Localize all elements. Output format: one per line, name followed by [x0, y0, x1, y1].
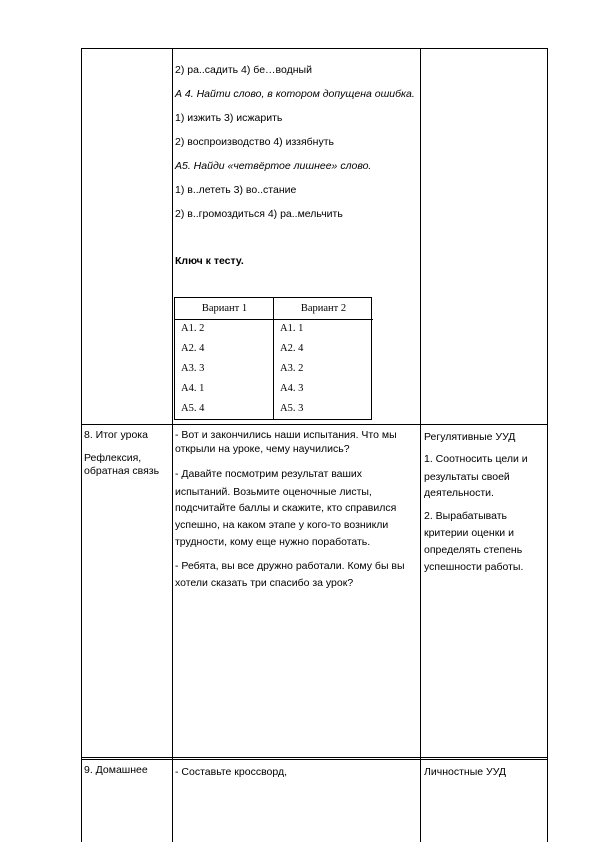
test-line: 2) ра..садить 4) бе…водный	[175, 64, 312, 76]
answer-key-table	[174, 297, 372, 420]
teacher-text: - Вот и закончились наши испытания. Что мы	[175, 429, 397, 441]
row-divider	[81, 759, 548, 760]
table-border-top	[81, 48, 548, 49]
key-cell: А2. 4	[181, 343, 205, 354]
uud-text: 1. Соотносить цели и	[424, 453, 528, 465]
key-header-variant1: Вариант 1	[175, 298, 274, 320]
teacher-text: - Составьте кроссворд,	[175, 766, 288, 778]
key-cell: А3. 3	[181, 363, 205, 374]
stage-title: 9. Домашнее	[84, 764, 148, 776]
key-cell: А4. 1	[181, 383, 205, 394]
row-divider	[81, 757, 548, 758]
key-cell: А1. 2	[181, 323, 205, 334]
stage-subtitle: Рефлексия,	[84, 452, 142, 464]
row-divider	[81, 424, 548, 425]
test-line: 1) изжить 3) исжарить	[175, 112, 283, 124]
teacher-text: - Давайте посмотрим результат ваших	[175, 468, 363, 480]
test-line: 2) в..громоздиться 4) ра..мельчить	[175, 208, 343, 220]
key-header-variant2: Вариант 2	[274, 298, 373, 320]
teacher-text: подсчитайте баллы и скажите, кто справился	[175, 502, 397, 514]
key-title: Ключ к тесту.	[175, 255, 244, 267]
key-cell: А3. 2	[280, 363, 304, 374]
teacher-text: - Ребята, вы все дружно работали. Кому бы вы	[175, 560, 405, 572]
uud-heading: Регулятивные УУД	[424, 431, 516, 443]
uud-text: 2. Вырабатывать	[424, 510, 507, 522]
table-border-col3	[420, 48, 421, 842]
stage-subtitle: обратная связь	[84, 465, 160, 477]
teacher-text: испытаний. Возьмите оценочные листы,	[175, 486, 372, 498]
teacher-text: открыли на уроке, чему научились?	[175, 443, 350, 455]
uud-heading: Личностные УУД	[424, 766, 507, 778]
uud-text: деятельности.	[424, 487, 494, 499]
test-line: 2) воспроизводство 4) иззябнуть	[175, 136, 334, 148]
uud-text: определять степень	[424, 544, 523, 556]
test-question: А 4. Найти слово, в котором допущена ошибка.	[175, 88, 415, 100]
uud-text: критерии оценки и	[424, 527, 514, 539]
teacher-text: трудности, кому еще нужно поработать.	[175, 536, 371, 548]
key-column-divider	[273, 298, 274, 419]
test-line: 1) в..лететь 3) во..стание	[175, 184, 297, 196]
table-border-right	[547, 48, 548, 842]
test-question: А5. Найди «четвёртое лишнее» слово.	[175, 160, 372, 172]
stage-title: 8. Итог урока	[84, 429, 148, 441]
key-cell: А2. 4	[280, 343, 304, 354]
table-border-left	[81, 48, 82, 842]
uud-text: результаты своей	[424, 471, 510, 483]
teacher-text: успешно, на каком этапе у кого-то возникли	[175, 519, 389, 531]
key-cell: А5. 4	[181, 403, 205, 414]
teacher-text: хотели сказать три спасибо за урок?	[175, 577, 354, 589]
key-cell: А1. 1	[280, 323, 304, 334]
uud-text: успешности работы.	[424, 561, 524, 573]
key-cell: А4. 3	[280, 383, 304, 394]
table-border-col2	[172, 48, 173, 842]
key-cell: А5. 3	[280, 403, 304, 414]
